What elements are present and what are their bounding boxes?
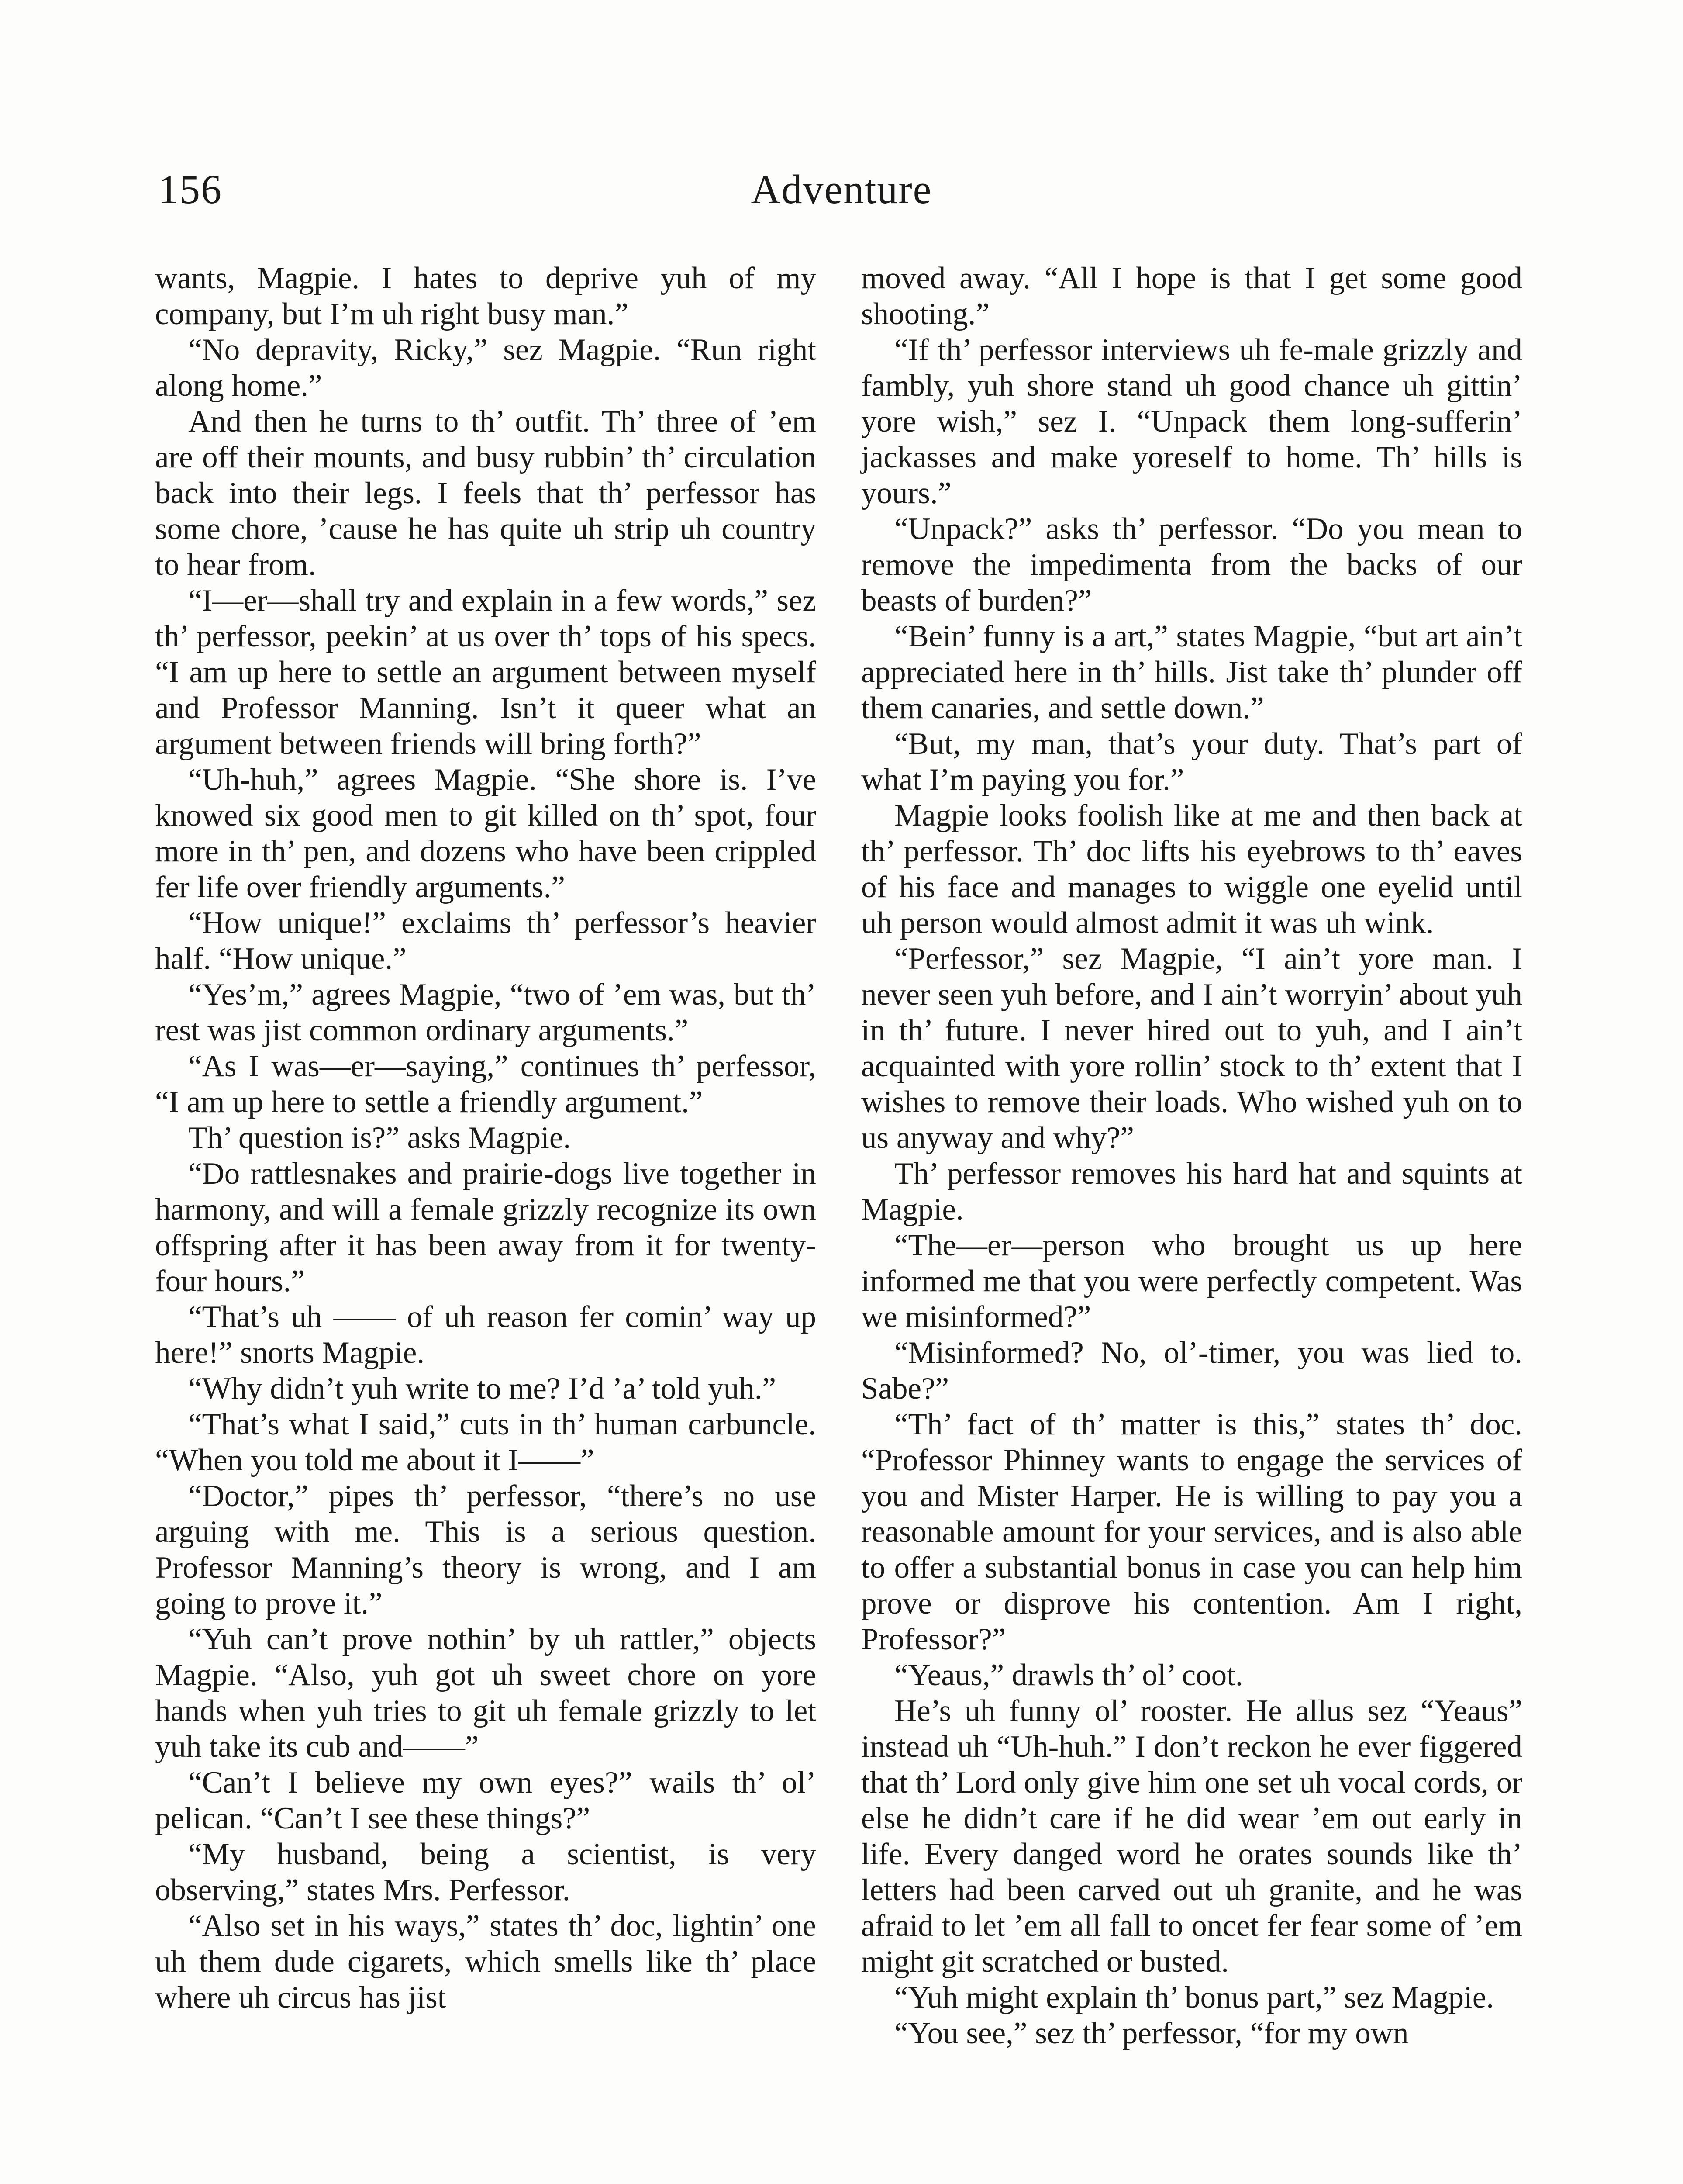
paragraph: “That’s what I said,” cuts in th’ human carbuncle. “When you told me about it I——”	[155, 1407, 816, 1477]
paragraph: “Misinformed? No, ol’-timer, you was lied to. Sabe?”	[861, 1336, 1522, 1406]
paragraph: wants, Magpie. I hates to deprive yuh of my company, but I’m uh right busy man.”	[155, 261, 816, 331]
paragraph: “I—er—shall try and explain in a few words,” sez th’ perfessor, peekin’ at us over th’ tops of his specs. “I am up here to settle an argument between myself and Professor Manning. Isn’t it queer what an argument between friends will bring forth?”	[155, 584, 816, 761]
paragraph: “But, my man, that’s your duty. That’s part of what I’m paying you for.”	[861, 727, 1522, 797]
page-header	[0, 166, 1683, 227]
paragraph: “Yuh might explain th’ bonus part,” sez Magpie.	[894, 1980, 1494, 2015]
paragraph: And then he turns to th’ outfit. Th’ three of ’em are off their mounts, and busy rubbin’ th’ circulation back into their legs. I feels that th’ perfessor has some chore, ’cause he has quite uh strip uh country to hear from.	[155, 404, 816, 582]
paragraph: Magpie looks foolish like at me and then back at th’ perfessor. Th’ doc lifts his eyebrows to th’ eaves of his face and manages to wiggle one eyelid until uh person would almost admit it was uh wink.	[861, 798, 1522, 940]
paragraph: “Doctor,” pipes th’ perfessor, “there’s no use arguing with me. This is a serious question. Professor Manning’s theory is wrong, and I am going to prove it.”	[155, 1479, 816, 1621]
paragraph: moved away. “All I hope is that I get some good shooting.”	[861, 261, 1522, 331]
paragraph: “Yes’m,” agrees Magpie, “two of ’em was, but th’ rest was jist common ordinary arguments.”	[155, 978, 816, 1047]
paragraph: “Th’ fact of th’ matter is this,” states th’ doc. “Professor Phinney wants to engage the services of you and Mister Harper. He is willing to pay you a reasonable amount for your services, and is also able to offer a substantial bonus in case you can help him prove or disprove his contention. Am I right, Professor?”	[861, 1407, 1522, 1656]
paragraph: “That’s uh —— of uh reason fer comin’ way up here!” snorts Magpie.	[155, 1300, 816, 1370]
paragraph: He’s uh funny ol’ rooster. He allus sez “Yeaus” instead uh “Uh-huh.” I don’t reckon he ever figgered that th’ Lord only give him one set uh vocal cords, or else he didn’t care if he did wear ’em out early in life. Every danged word he orates sounds like th’ letters had been carved out uh granite, and he was afraid to let ’em all fall to oncet fer fear some of ’em might git scratched or busted.	[861, 1694, 1522, 1979]
paragraph: “My husband, being a scientist, is very observing,” states Mrs. Perfessor.	[155, 1837, 816, 1907]
paragraph: “Also set in his ways,” states th’ doc, lightin’ one uh them dude cigarets, which smells like th’ place where uh circus has jist	[155, 1909, 816, 2015]
paragraph: “Perfessor,” sez Magpie, “I ain’t yore man. I never seen yuh before, and I ain’t worryin’ about yuh in th’ future. I never hired out to yuh, and I ain’t acquainted with yore rollin’ stock to th’ extent that I wishes to remove their loads. Who wished yuh on to us anyway and why?”	[861, 942, 1522, 1155]
paragraph: “As I was—er—saying,” continues th’ perfessor, “I am up here to settle a friendly argument.”	[155, 1049, 816, 1119]
paragraph: “Yuh can’t prove nothin’ by uh rattler,” objects Magpie. “Also, yuh got uh sweet chore on yore hands when yuh tries to git uh female grizzly to let yuh take its cub and——”	[155, 1622, 816, 1764]
paragraph: “Can’t I believe my own eyes?” wails th’ ol’ pelican. “Can’t I see these things?”	[155, 1766, 816, 1835]
paragraph: “Unpack?” asks th’ perfessor. “Do you mean to remove the impedimenta from the backs of our beasts of burden?”	[861, 512, 1522, 618]
paragraph: “Uh-huh,” agrees Magpie. “She shore is. I’ve knowed six good men to git killed on th’ spot, four more in th’ pen, and dozens who have been crippled fer life over friendly arguments.”	[155, 763, 816, 904]
paragraph: “The—er—person who brought us up here informed me that you were perfectly competent. Was we misinformed?”	[861, 1228, 1522, 1334]
running-title: Adventure	[751, 167, 932, 212]
paragraph: Th’ question is?” asks Magpie.	[188, 1121, 571, 1155]
paragraph: “How unique!” exclaims th’ perfessor’s heavier half. “How unique.”	[155, 906, 816, 976]
right-column	[861, 260, 1522, 2184]
page-number: 156	[158, 167, 222, 212]
paragraph: “If th’ perfessor interviews uh fe-male grizzly and fambly, yuh shore stand uh good chance uh gittin’ yore wish,” sez I. “Unpack them long-sufferin’ jackasses and make yoreself to home. Th’ hills is yours.”	[861, 333, 1522, 510]
paragraph: “Yeaus,” drawls th’ ol’ coot.	[894, 1658, 1243, 1692]
paragraph: Th’ perfessor removes his hard hat and squints at Magpie.	[861, 1157, 1522, 1227]
paragraph: “You see,” sez th’ perfessor, “for my own	[894, 2016, 1409, 2050]
paragraph: “Do rattlesnakes and prairie-dogs live together in harmony, and will a female grizzly recognize its own offspring after it has been away from it for twenty-four hours.”	[155, 1157, 816, 1298]
paragraph: “Why didn’t yuh write to me? I’d ’a’ told yuh.”	[188, 1372, 776, 1406]
left-column	[155, 260, 816, 2184]
paragraph: “No depravity, Ricky,” sez Magpie. “Run right along home.”	[155, 333, 816, 403]
paragraph: “Bein’ funny is a art,” states Magpie, “but art ain’t appreciated here in th’ hills. Jist take th’ plunder off them canaries, and settle down.”	[861, 619, 1522, 725]
